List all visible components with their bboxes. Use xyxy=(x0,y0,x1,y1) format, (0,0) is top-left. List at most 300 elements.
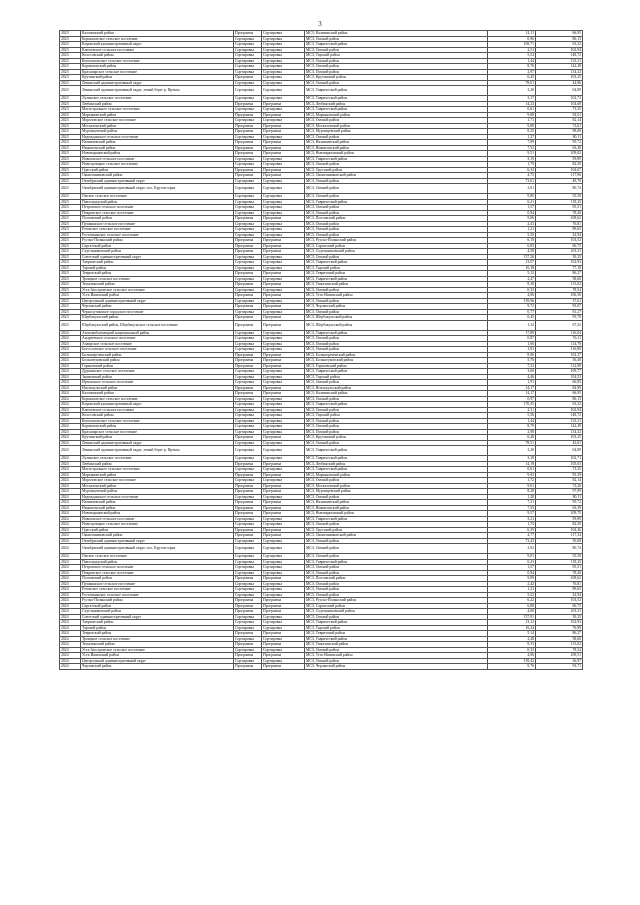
rate-cell: 80,74 xyxy=(536,544,583,554)
rate-cell: 95,51 xyxy=(536,205,583,211)
facility-cell: МСЗ, Таврический район xyxy=(305,96,488,102)
year-cell: 2024 xyxy=(60,631,81,637)
program-cell: Сортировка xyxy=(234,429,262,435)
processing-cell: Программа xyxy=(262,271,305,277)
rate-cell: 58,60 xyxy=(536,636,583,642)
facility-cell: МСЗ, Тарский район xyxy=(305,53,488,59)
district-cell: Таврический район xyxy=(81,260,234,266)
year-cell: 2024 xyxy=(60,609,81,615)
facility-cell: МСЗ, Таврический район xyxy=(305,446,488,456)
program-cell: Сортировка xyxy=(234,369,262,375)
year-cell: 2023 xyxy=(60,232,81,238)
facility-cell: МСЗ, Таврический район xyxy=(305,620,488,626)
year-cell: 2023 xyxy=(60,112,81,118)
rate-cell: 142,28 xyxy=(536,64,583,70)
year-cell: 2024 xyxy=(60,330,81,336)
volume-cell: 4,06 xyxy=(488,293,536,299)
rate-cell: 102,37 xyxy=(536,352,583,358)
program-cell: Программа xyxy=(234,75,262,81)
facility-cell: МСЗ, Марьяновский район xyxy=(305,112,488,118)
district-cell: Петровское сельское поселение xyxy=(81,205,234,211)
volume-cell: 16,24 xyxy=(488,625,536,631)
year-cell: 2024 xyxy=(60,527,81,533)
facility-cell: МСЗ, Омский район xyxy=(305,134,488,140)
district-cell: Исилькульский район xyxy=(81,385,234,391)
rate-cell: 102,93 xyxy=(536,260,583,266)
year-cell: 2024 xyxy=(60,478,81,484)
volume-cell: 1,27 xyxy=(488,134,536,140)
facility-cell: МСЗ, Омский район xyxy=(305,194,488,200)
rate-cell: 60,75 xyxy=(536,603,583,609)
program-cell: Программа xyxy=(234,435,262,441)
facility-cell: МСЗ, Таврический район xyxy=(305,402,488,408)
rate-cell: 76,11 xyxy=(536,336,583,342)
processing-cell: Программа xyxy=(262,598,305,604)
processing-cell: Сортировка xyxy=(262,118,305,124)
program-cell: Сортировка xyxy=(234,287,262,293)
rate-cell: 94,01 xyxy=(536,112,583,118)
program-cell: Сортировка xyxy=(234,36,262,42)
processing-cell: Программа xyxy=(262,238,305,244)
volume-cell: 14,17 xyxy=(488,385,536,391)
year-cell: 2024 xyxy=(60,347,81,353)
program-cell: Сортировка xyxy=(234,194,262,200)
facility-cell: МСЗ, Одесский район xyxy=(305,527,488,533)
rate-cell: 64,89 xyxy=(536,446,583,456)
program-cell: Программа xyxy=(234,167,262,173)
year-cell: 2024 xyxy=(60,380,81,386)
facility-cell: МСЗ, Полтавский район xyxy=(305,576,488,582)
processing-cell: Сортировка xyxy=(262,620,305,626)
processing-cell: Сортировка xyxy=(262,199,305,205)
year-cell: 2024 xyxy=(60,336,81,342)
year-cell: 2024 xyxy=(60,456,81,462)
year-cell: 2023 xyxy=(60,167,81,173)
processing-cell: Сортировка xyxy=(262,134,305,140)
year-cell: 2023 xyxy=(60,265,81,271)
facility-cell: МСЗ, Любинский район xyxy=(305,101,488,107)
rate-cell: 102,94 xyxy=(536,47,583,53)
year-cell: 2023 xyxy=(60,178,81,184)
program-cell: Сортировка xyxy=(234,42,262,48)
year-cell: 2023 xyxy=(60,216,81,222)
district-cell: Октябрьский административный округ, пос. Крутая горка xyxy=(81,184,234,194)
district-cell: Лузинское сельское поселение xyxy=(81,96,234,102)
rate-cell: 73,35 xyxy=(536,467,583,473)
facility-cell: МСЗ, Омский район xyxy=(305,565,488,571)
facility-cell: МСЗ, Седельниковский район xyxy=(305,249,488,255)
district-cell: Петровское сельское поселение xyxy=(81,565,234,571)
processing-cell: Сортировка xyxy=(262,162,305,168)
rate-cell: 95,39 xyxy=(536,472,583,478)
rate-cell: 60,75 xyxy=(536,243,583,249)
year-cell: 2024 xyxy=(60,544,81,554)
district-cell: Октябрьский административный округ, пос. Крутая горка xyxy=(81,544,234,554)
facility-cell: МСЗ, Таврический район xyxy=(305,559,488,565)
facility-cell: МСЗ, Омский район xyxy=(305,69,488,75)
district-cell: Ленинский административный округ xyxy=(81,440,234,446)
processing-cell: Программа xyxy=(262,145,305,151)
rate-cell: 77,10 xyxy=(536,265,583,271)
facility-cell: МСЗ, Тарский район xyxy=(305,625,488,631)
volume-cell: 3,19 xyxy=(488,156,536,162)
facility-cell: МСЗ, Омский район xyxy=(305,570,488,576)
processing-cell: Программа xyxy=(262,461,305,467)
facility-cell: МСЗ, Омский район xyxy=(305,538,488,544)
processing-cell: Сортировка xyxy=(262,369,305,375)
volume-cell: 6,22 xyxy=(488,598,536,604)
volume-cell: 5,54 xyxy=(488,53,536,59)
page-number: 3 xyxy=(318,20,322,28)
program-cell: Программа xyxy=(234,391,262,397)
rate-cell: 58,60 xyxy=(536,276,583,282)
program-cell: Сортировка xyxy=(234,298,262,304)
facility-cell: МСЗ, Таврический район xyxy=(305,156,488,162)
year-cell: 2023 xyxy=(60,86,81,96)
rate-cell: 63,40 xyxy=(536,145,583,151)
year-cell: 2023 xyxy=(60,101,81,107)
volume-cell: 139,96 xyxy=(488,298,536,304)
processing-cell: Программа xyxy=(262,315,305,321)
facility-cell: МСЗ, Омский район xyxy=(305,341,488,347)
table-row xyxy=(60,664,583,670)
volume-cell: 1,57 xyxy=(488,565,536,571)
volume-cell: 8,28 xyxy=(488,489,536,495)
program-cell: Программа xyxy=(234,151,262,157)
program-cell: Сортировка xyxy=(234,380,262,386)
program-cell: Сортировка xyxy=(234,614,262,620)
rate-cell: 50,69 xyxy=(536,538,583,544)
rate-cell: 89,65 xyxy=(536,227,583,233)
program-cell: Сортировка xyxy=(234,554,262,560)
program-cell: Программа xyxy=(234,173,262,179)
volume-cell: 2,98 xyxy=(488,429,536,435)
processing-cell: Сортировка xyxy=(262,380,305,386)
district-cell: Крутинский район xyxy=(81,435,234,441)
facility-cell: МСЗ, Одесский район xyxy=(305,167,488,173)
year-cell: 2023 xyxy=(60,145,81,151)
processing-cell: Программа xyxy=(262,304,305,310)
volume-cell: 4,46 xyxy=(488,374,536,380)
rate-cell: 66,95 xyxy=(536,391,583,397)
facility-cell: МСЗ, Омский район xyxy=(305,210,488,216)
facility-cell: МСЗ, Шербакульский район xyxy=(305,320,488,330)
volume-cell: 3,92 xyxy=(488,544,536,554)
district-cell: Крутинский район xyxy=(81,75,234,81)
year-cell: 2024 xyxy=(60,429,81,435)
table-row xyxy=(60,544,583,554)
district-cell: Павлоградский район xyxy=(81,199,234,205)
district-cell: Одесский район xyxy=(81,527,234,533)
processing-cell: Программа xyxy=(262,642,305,648)
rate-cell: 86,27 xyxy=(536,271,583,277)
volume-cell: 6,32 xyxy=(488,167,536,173)
program-cell: Сортировка xyxy=(234,118,262,124)
year-cell: 2024 xyxy=(60,598,81,604)
facility-cell: МСЗ, Омский район xyxy=(305,47,488,53)
processing-cell: Сортировка xyxy=(262,581,305,587)
volume-cell: 139,42 xyxy=(488,658,536,664)
facility-cell: МСЗ, Калачинский район xyxy=(305,31,488,37)
program-cell: Сортировка xyxy=(234,570,262,576)
rate-cell: 45,01 xyxy=(536,440,583,446)
facility-cell: МСЗ, Таврический район xyxy=(305,467,488,473)
volume-cell: 1,57 xyxy=(488,205,536,211)
facility-cell: МСЗ, Русско-Полянский район xyxy=(305,238,488,244)
district-cell: Русско-Полянский район xyxy=(81,238,234,244)
volume-cell: 5,50 xyxy=(488,232,536,238)
program-cell: Сортировка xyxy=(234,309,262,315)
facility-cell: МСЗ, Таврический район xyxy=(305,369,488,375)
rate-cell: 95,51 xyxy=(536,565,583,571)
rate-cell: 103,31 xyxy=(536,249,583,255)
program-cell: Сортировка xyxy=(234,396,262,402)
program-cell: Программа xyxy=(234,282,262,288)
program-cell: Сортировка xyxy=(234,374,262,380)
rate-cell: 117,96 xyxy=(536,173,583,179)
year-cell: 2023 xyxy=(60,298,81,304)
rate-cell: 133,31 xyxy=(536,418,583,424)
rate-cell: 95,72 xyxy=(536,500,583,506)
facility-cell: МСЗ, Омский район xyxy=(305,178,488,184)
district-cell: Полтавский район xyxy=(81,576,234,582)
district-cell: Нововаршавский район xyxy=(81,511,234,517)
rate-cell: 82,14 xyxy=(536,478,583,484)
rate-cell: 148,72 xyxy=(536,413,583,419)
volume-cell: 0,97 xyxy=(488,396,536,402)
program-cell: Сортировка xyxy=(234,620,262,626)
district-cell: Новоомское сельское поселение xyxy=(81,156,234,162)
facility-cell: МСЗ, Муромцевский район xyxy=(305,129,488,135)
volume-cell: 8,79 xyxy=(488,424,536,430)
processing-cell: Сортировка xyxy=(262,75,305,81)
volume-cell: 0,61 xyxy=(488,467,536,473)
facility-cell: МСЗ, Усть-Ишимский район xyxy=(305,293,488,299)
facility-cell: МСЗ, Называевский район xyxy=(305,140,488,146)
processing-cell: Программа xyxy=(262,472,305,478)
facility-cell: МСЗ, Таврический район xyxy=(305,456,488,462)
district-cell: Тарский район xyxy=(81,625,234,631)
rate-cell: 66,85 xyxy=(536,380,583,386)
rate-cell: 64,89 xyxy=(536,86,583,96)
facility-cell: МСЗ, Таврический район xyxy=(305,199,488,205)
district-cell: Муромцевский район xyxy=(81,129,234,135)
processing-cell: Сортировка xyxy=(262,429,305,435)
facility-cell: МСЗ, Тарский район xyxy=(305,413,488,419)
district-cell: Иртышское сельское поселение xyxy=(81,380,234,386)
rate-cell: 67,52 xyxy=(536,320,583,330)
district-cell: Лузинское сельское поселение xyxy=(81,456,234,462)
district-cell: Муромцевский район xyxy=(81,489,234,495)
facility-cell: МСЗ, Омский район xyxy=(305,298,488,304)
rate-cell: 115,02 xyxy=(536,642,583,648)
processing-cell: Сортировка xyxy=(262,396,305,402)
processing-cell: Сортировка xyxy=(262,554,305,560)
program-cell: Программа xyxy=(234,123,262,129)
year-cell: 2024 xyxy=(60,374,81,380)
rate-cell: 63,32 xyxy=(536,42,583,48)
year-cell: 2024 xyxy=(60,369,81,375)
rate-cell: 93,07 xyxy=(536,304,583,310)
year-cell: 2024 xyxy=(60,620,81,626)
facility-cell: МСЗ, Исилькульский район xyxy=(305,385,488,391)
district-cell: Розовское сельское поселение xyxy=(81,227,234,233)
volume-cell: 1,72 xyxy=(488,478,536,484)
year-cell: 2024 xyxy=(60,581,81,587)
district-cell: Знаменский район xyxy=(81,374,234,380)
year-cell: 2023 xyxy=(60,276,81,282)
program-cell: Сортировка xyxy=(234,64,262,70)
program-cell: Сортировка xyxy=(234,205,262,211)
rate-cell: 82,50 xyxy=(536,522,583,528)
program-cell: Сортировка xyxy=(234,636,262,642)
year-cell: 2024 xyxy=(60,664,81,670)
program-cell: Программа xyxy=(234,489,262,495)
volume-cell: 3,21 xyxy=(488,516,536,522)
district-cell: Магистральное сельское поселение xyxy=(81,467,234,473)
facility-cell: МСЗ, Черлакский район xyxy=(305,664,488,670)
district-cell: Кормиловское сельское поселение xyxy=(81,396,234,402)
processing-cell: Сортировка xyxy=(262,42,305,48)
facility-cell: МСЗ, Черлакский район xyxy=(305,304,488,310)
district-cell: Ростовкинское сельское поселение xyxy=(81,232,234,238)
processing-cell: Программа xyxy=(262,320,305,330)
year-cell: 2023 xyxy=(60,129,81,135)
district-cell: Усть-Ишимский район xyxy=(81,293,234,299)
district-cell: Красноярское сельское поселение xyxy=(81,69,234,75)
rate-cell: 78,26 xyxy=(536,210,583,216)
volume-cell: 157,91 xyxy=(488,614,536,620)
district-cell: Нижнеомский район xyxy=(81,145,234,151)
rate-cell: 84,90 xyxy=(536,385,583,391)
facility-cell: МСЗ, Омский район xyxy=(305,287,488,293)
rate-cell: 78,54 xyxy=(536,287,583,293)
facility-cell: МСЗ, Русско-Полянский район xyxy=(305,598,488,604)
district-cell: Нововаршавский район xyxy=(81,151,234,157)
rate-cell: 98,00 xyxy=(536,129,583,135)
district-cell: Усть-Заостровское сельское поселение xyxy=(81,287,234,293)
volume-cell: 8,76 xyxy=(488,64,536,70)
processing-cell: Сортировка xyxy=(262,478,305,484)
year-cell: 2023 xyxy=(60,210,81,216)
program-cell: Программа xyxy=(234,358,262,364)
program-cell: Программа xyxy=(234,576,262,582)
volume-cell: 8,96 xyxy=(488,352,536,358)
district-cell: Большереченский район xyxy=(81,352,234,358)
district-cell: Дружинское сельское поселение xyxy=(81,369,234,375)
district-cell: Кормиловское сельское поселение xyxy=(81,36,234,42)
volume-cell: 6,45 xyxy=(488,75,536,81)
year-cell: 2024 xyxy=(60,435,81,441)
rate-cell: 39,35 xyxy=(536,254,583,260)
processing-cell: Программа xyxy=(262,483,305,489)
volume-cell: 4,75 xyxy=(488,173,536,179)
table-row xyxy=(60,320,583,330)
program-cell: Сортировка xyxy=(234,516,262,522)
volume-cell: 6,88 xyxy=(488,603,536,609)
year-cell: 2024 xyxy=(60,489,81,495)
program-cell: Программа xyxy=(234,140,262,146)
processing-cell: Сортировка xyxy=(262,265,305,271)
facility-cell: МСЗ, Тюкалинский район xyxy=(305,282,488,288)
processing-cell: Программа xyxy=(262,293,305,299)
rate-cell: 82,50 xyxy=(536,162,583,168)
year-cell: 2023 xyxy=(60,31,81,37)
facility-cell: МСЗ, Омский район xyxy=(305,544,488,554)
district-cell: Москаленский район xyxy=(81,123,234,129)
volume-cell: 1,81 xyxy=(488,347,536,353)
year-cell: 2023 xyxy=(60,309,81,315)
program-cell: Сортировка xyxy=(234,494,262,500)
volume-cell: 7,55 xyxy=(488,505,536,511)
district-cell: Таврический район xyxy=(81,620,234,626)
rate-cell: 37,61 xyxy=(536,298,583,304)
year-cell: 2024 xyxy=(60,522,81,528)
program-cell: Сортировка xyxy=(234,347,262,353)
rate-cell: 109,75 xyxy=(536,511,583,517)
district-cell: Саргатский район xyxy=(81,603,234,609)
volume-cell: 8,30 xyxy=(488,282,536,288)
processing-cell: Программа xyxy=(262,664,305,670)
volume-cell: 2,41 xyxy=(488,221,536,227)
year-cell: 2023 xyxy=(60,243,81,249)
volume-cell: 0,94 xyxy=(488,210,536,216)
facility-cell: МСЗ, Омский район xyxy=(305,184,488,194)
facility-cell: МСЗ, Таврический район xyxy=(305,42,488,48)
year-cell: 2023 xyxy=(60,199,81,205)
facility-cell: МСЗ, Таврический район xyxy=(305,330,488,336)
district-cell: Калачинский район xyxy=(81,391,234,397)
processing-cell: Программа xyxy=(262,391,305,397)
volume-cell: 2,20 xyxy=(488,446,536,456)
volume-cell: 0,33 xyxy=(488,647,536,653)
facility-cell: МСЗ, Омский район xyxy=(305,380,488,386)
volume-cell: 169,71 xyxy=(488,42,536,48)
volume-cell: 1,79 xyxy=(488,162,536,168)
program-cell: Программа xyxy=(234,603,262,609)
facility-cell: МСЗ, Омский район xyxy=(305,554,488,560)
district-cell: Оконешниковский район xyxy=(81,173,234,179)
program-cell: Сортировка xyxy=(234,559,262,565)
facility-cell: МСЗ, Омский район xyxy=(305,587,488,593)
facility-cell: МСЗ, Омский район xyxy=(305,494,488,500)
program-cell: Сортировка xyxy=(234,341,262,347)
facility-cell: МСЗ, Омский район xyxy=(305,429,488,435)
year-cell: 2024 xyxy=(60,642,81,648)
volume-cell: 9,61 xyxy=(488,483,536,489)
processing-cell: Программа xyxy=(262,489,305,495)
program-cell: Программа xyxy=(234,145,262,151)
year-cell: 2024 xyxy=(60,576,81,582)
district-cell: Называевский район xyxy=(81,500,234,506)
year-cell: 2023 xyxy=(60,184,81,194)
rate-cell: 76,98 xyxy=(536,625,583,631)
facility-cell: МСЗ, Нововаршавский район xyxy=(305,511,488,517)
year-cell: 2023 xyxy=(60,260,81,266)
volume-cell: 6,35 xyxy=(488,527,536,533)
rate-cell: 81,27 xyxy=(536,309,583,315)
processing-cell: Сортировка xyxy=(262,570,305,576)
facility-cell: МСЗ, Москаленский район xyxy=(305,483,488,489)
program-cell: Программа xyxy=(234,129,262,135)
program-cell: Сортировка xyxy=(234,538,262,544)
program-cell: Сортировка xyxy=(234,276,262,282)
district-cell: Шербакульский район, Шербакульское сельское поселение xyxy=(81,320,234,330)
year-cell: 2023 xyxy=(60,107,81,113)
facility-cell: МСЗ, Большереченский район xyxy=(305,352,488,358)
year-cell: 2024 xyxy=(60,363,81,369)
rate-cell: 104,68 xyxy=(536,101,583,107)
